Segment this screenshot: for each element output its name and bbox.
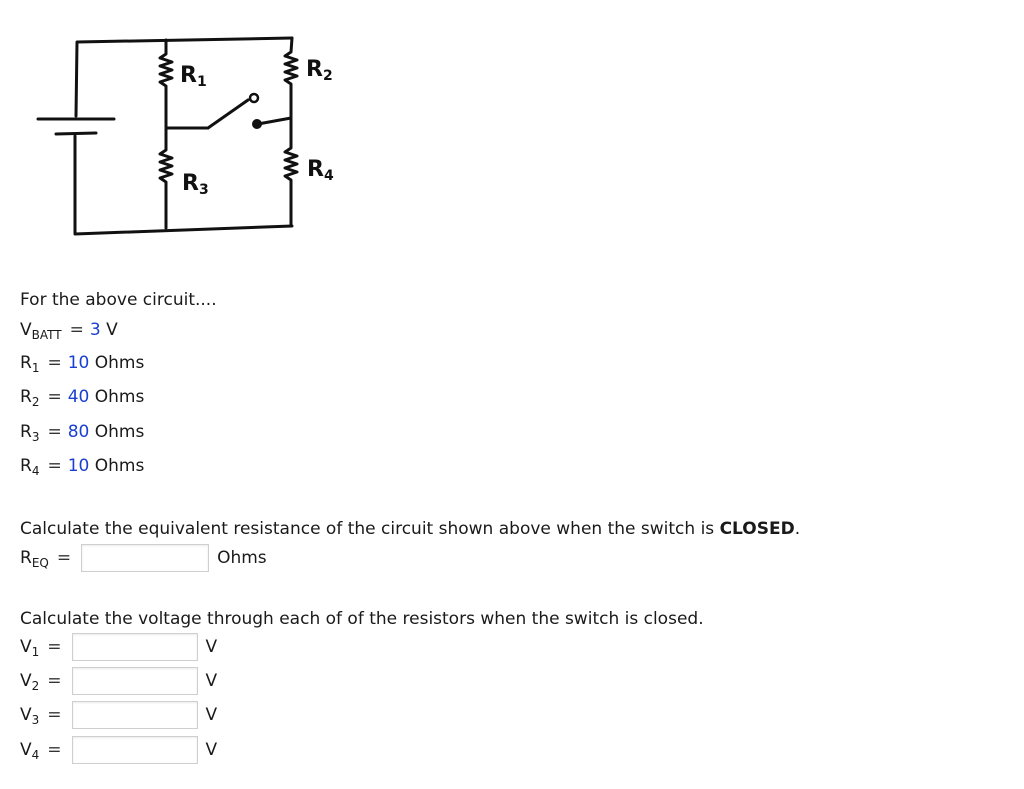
v2-symbol: $V_2$	[20, 671, 40, 693]
v1-row: $V_1 = V$	[20, 633, 217, 666]
v3-unit: V	[205, 705, 218, 725]
given-r2: $R_2 = 40$ Ohms	[20, 387, 145, 409]
v4-unit: V	[205, 740, 218, 760]
v4-symbol: $V_4$	[20, 740, 40, 762]
switch-blade	[208, 100, 248, 128]
label-r4: R4	[307, 157, 334, 184]
v3-row: $V_3 = V$	[20, 701, 217, 734]
intro-text: For the above circuit....	[20, 290, 217, 310]
question-1-text: Calculate the equivalent resistance of the circuit shown above when the switch is CLOSED.	[20, 519, 801, 539]
switch-wire-right	[258, 118, 291, 124]
v1-input[interactable]	[72, 633, 198, 661]
resistor-r2	[285, 38, 297, 118]
req-symbol: $R_{EQ}$	[20, 548, 49, 570]
v3-input[interactable]	[72, 701, 198, 729]
closed-emphasis: CLOSED	[719, 519, 795, 539]
resistor-r3	[160, 128, 172, 228]
v2-input[interactable]	[72, 667, 198, 695]
circuit-diagram	[20, 0, 372, 244]
r4-value: 10	[67, 456, 90, 476]
v2-row: $V_2 = V$	[20, 667, 217, 700]
switch-pivot-contact	[252, 119, 262, 129]
given-r3: $R_3 = 80$ Ohms	[20, 422, 145, 444]
r1-value: 10	[67, 353, 90, 373]
v2-unit: V	[205, 671, 218, 691]
resistor-r4	[285, 118, 297, 226]
vbatt-value: 3	[89, 320, 101, 340]
question-2-text: Calculate the voltage through each of of the resistors when the switch is closed.	[20, 609, 704, 629]
r4-symbol: $R_4$	[20, 456, 40, 478]
r2-symbol: $R_2$	[20, 387, 40, 409]
r1-symbol: $R_1$	[20, 353, 40, 375]
req-input[interactable]	[81, 544, 209, 572]
v3-symbol: $V_3$	[20, 705, 40, 727]
r3-value: 80	[67, 422, 90, 442]
label-r3: R3	[182, 171, 209, 198]
v1-unit: V	[205, 637, 218, 657]
given-r1: $R_1 = 10$ Ohms	[20, 353, 145, 375]
r3-symbol: $R_3$	[20, 422, 40, 444]
v4-input[interactable]	[72, 736, 198, 764]
v1-symbol: $V_1$	[20, 637, 40, 659]
r2-value: 40	[67, 387, 90, 407]
given-vbatt: $V_{BATT} = 3$ V	[20, 320, 118, 342]
label-r1: R1	[180, 63, 207, 90]
switch-open-contact	[250, 94, 258, 102]
given-r4: $R_4 = 10$ Ohms	[20, 456, 145, 478]
resistor-r1	[160, 40, 172, 128]
battery-plate-short	[56, 133, 96, 134]
v4-row: $V_4 = V$	[20, 736, 217, 769]
req-unit: Ohms	[217, 548, 267, 568]
label-r2: R2	[306, 57, 333, 84]
req-row: $R_{EQ}$ = Ohms	[20, 544, 267, 577]
vbatt-symbol: $V_{BATT}$	[20, 320, 62, 342]
